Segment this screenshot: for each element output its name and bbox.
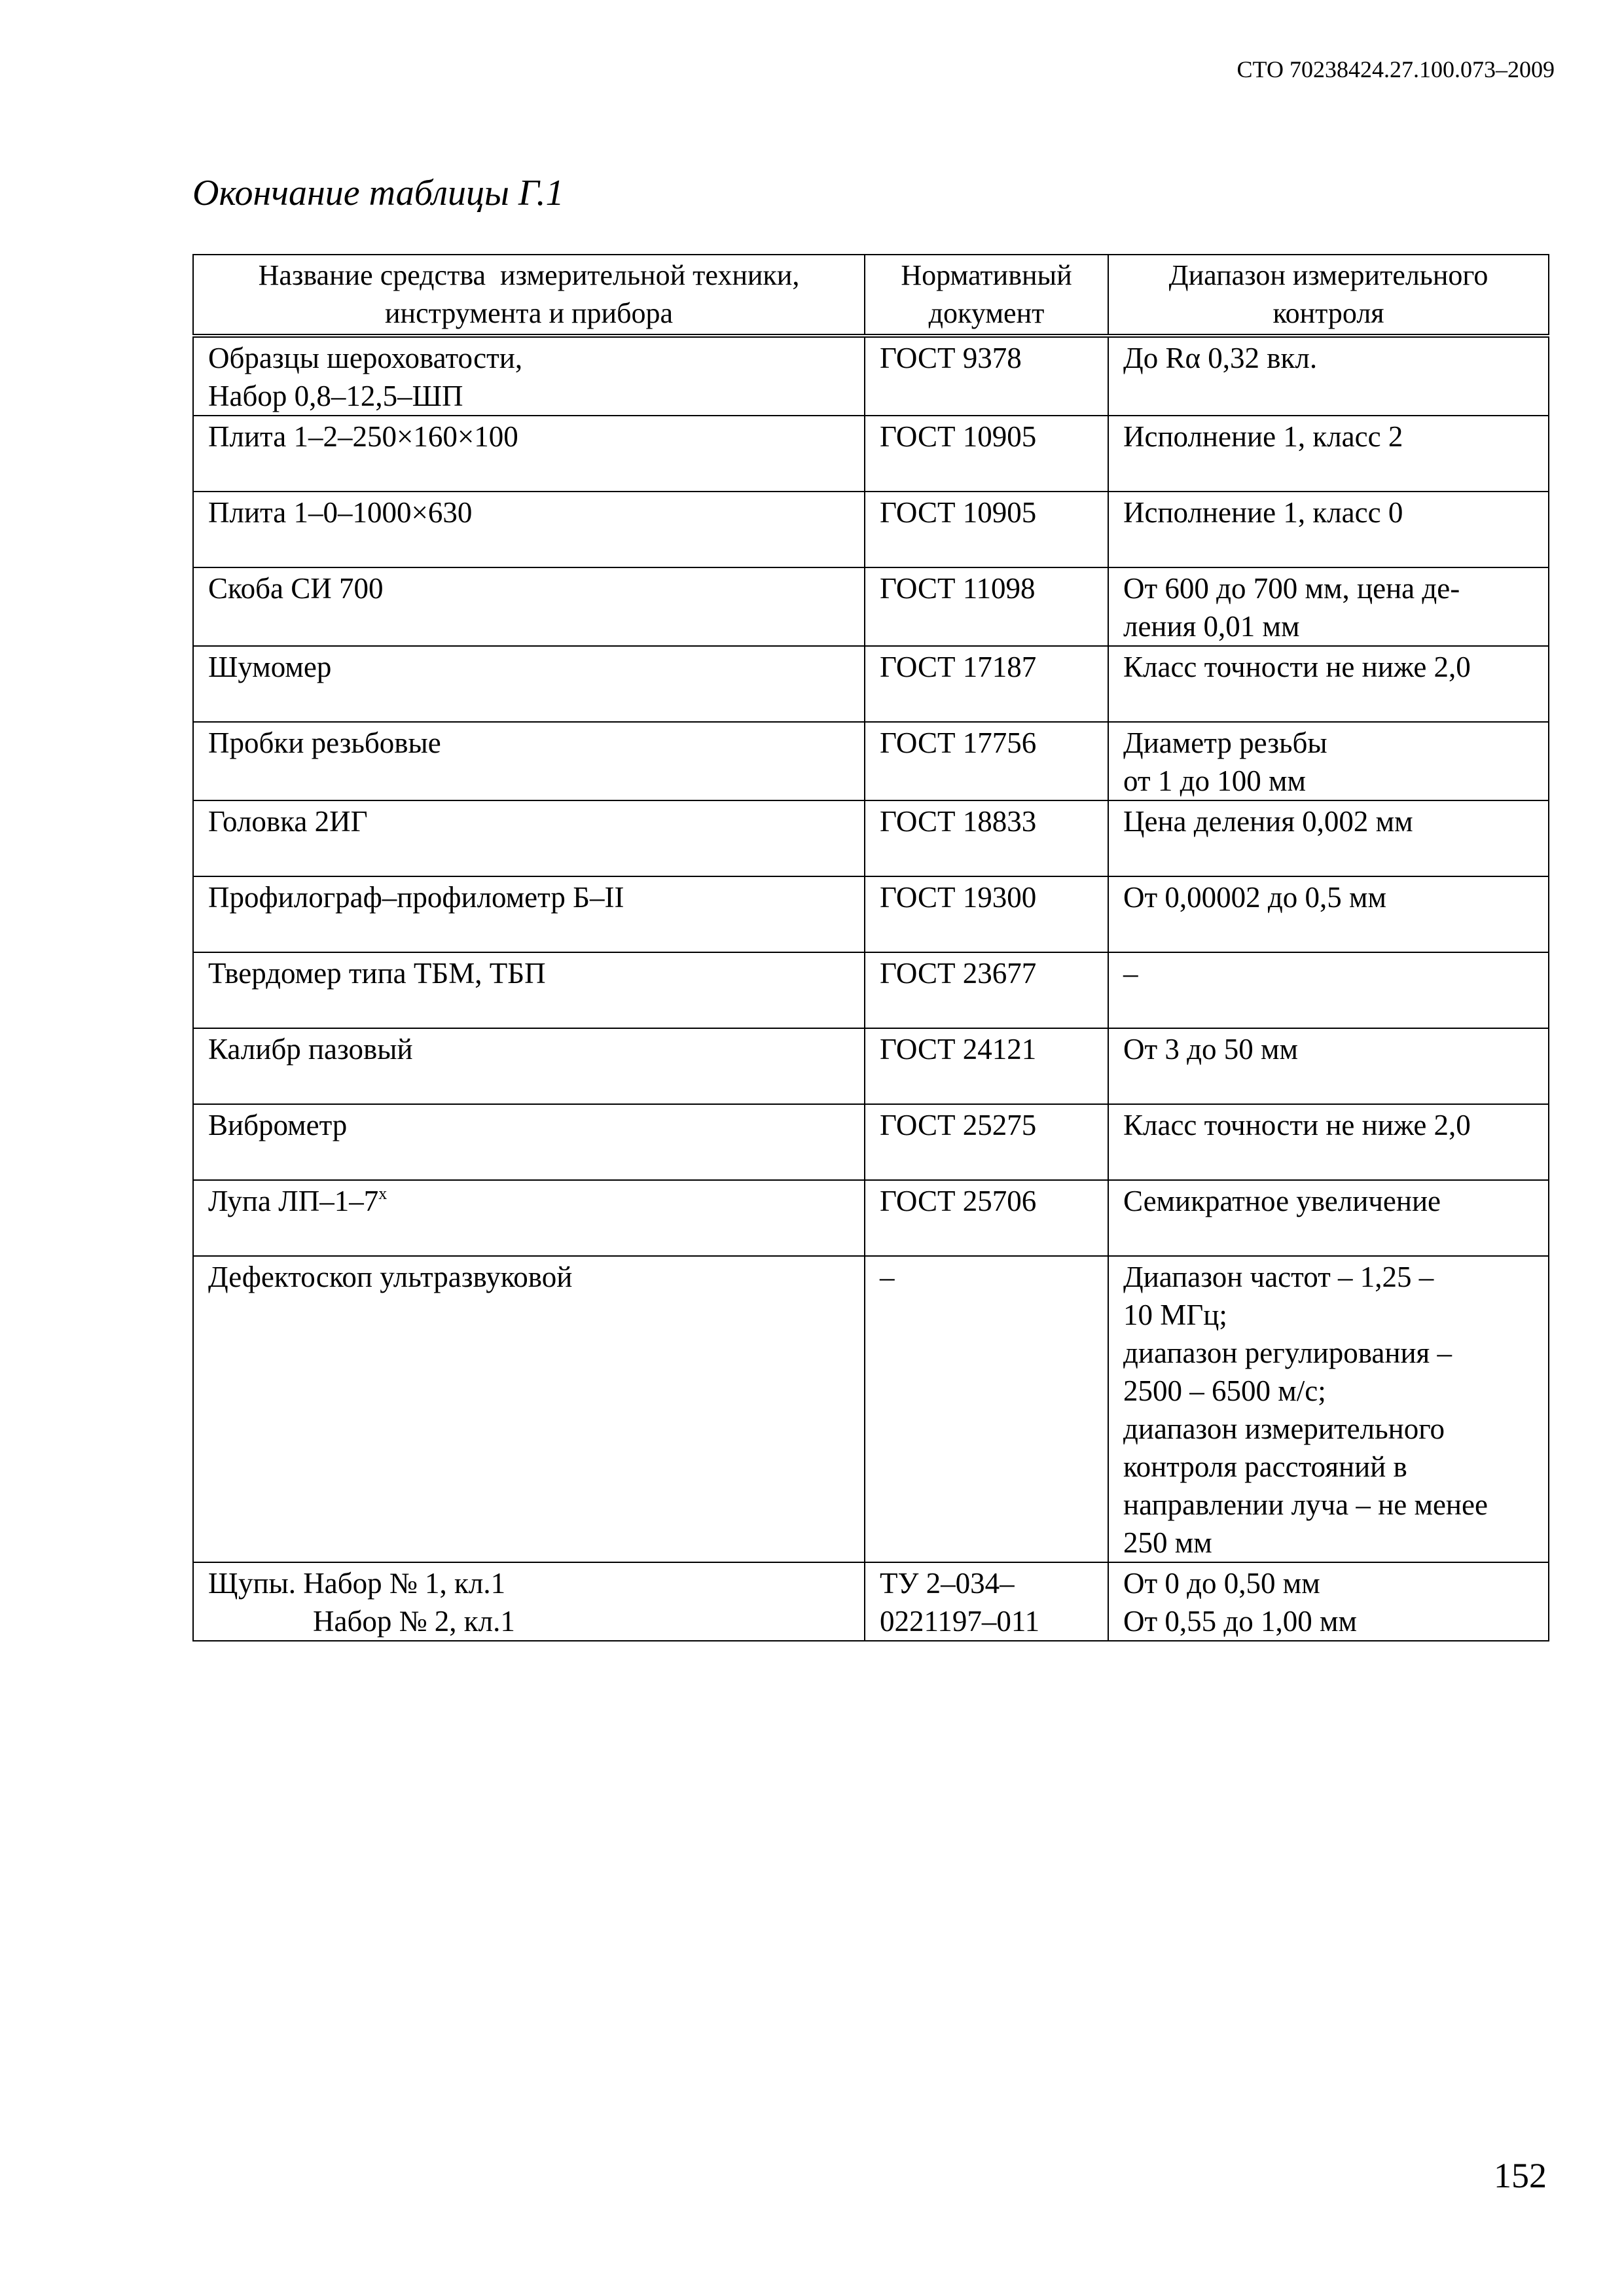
instrument-name-cell — [193, 722, 865, 800]
table-row — [193, 1562, 1549, 1641]
cell-line: Набор № 2, кл.1 — [313, 1605, 515, 1638]
cell-line: Лупа ЛП–1–7 — [208, 1185, 379, 1217]
header-line: контроля — [1272, 297, 1384, 329]
cell-line: 250 мм — [1123, 1526, 1212, 1559]
cell-line: направлении луча – не менее — [1123, 1488, 1488, 1521]
table-row — [193, 1256, 1549, 1562]
column-header-normative-document — [865, 255, 1108, 336]
header-line: документ — [928, 297, 1045, 329]
cell-line: ГОСТ 9378 — [880, 342, 1022, 374]
cell-line: Диаметр резьбы — [1123, 726, 1327, 759]
normative-document-cell — [865, 567, 1108, 646]
cell-line: ГОСТ 18833 — [880, 805, 1037, 838]
cell-line: Профилограф–профилометр Б–II — [208, 881, 624, 914]
table-row — [193, 646, 1549, 722]
measurement-range-cell — [1108, 416, 1549, 492]
cell-line: Головка 2ИГ — [208, 805, 368, 838]
measurement-range-cell — [1108, 952, 1549, 1028]
normative-document-cell — [865, 492, 1108, 567]
measurement-range-cell — [1108, 1180, 1549, 1256]
cell-line: Исполнение 1, класс 2 — [1123, 420, 1403, 453]
table-body — [193, 336, 1549, 1641]
cell-line: ГОСТ 24121 — [880, 1033, 1037, 1066]
cell-line: ГОСТ 10905 — [880, 496, 1037, 529]
cell-line: ления 0,01 мм — [1123, 610, 1300, 643]
table-row — [193, 1104, 1549, 1180]
table-row — [193, 952, 1549, 1028]
cell-line: ГОСТ 17187 — [880, 651, 1037, 683]
instrument-name-cell — [193, 876, 865, 952]
table-caption: Окончание таблицы Г.1 — [192, 173, 564, 213]
instrument-name-cell — [193, 336, 865, 416]
normative-document-cell — [865, 876, 1108, 952]
column-header-instrument — [193, 255, 865, 336]
cell-line: Плита 1–2–250×160×100 — [208, 420, 518, 453]
normative-document-cell — [865, 1562, 1108, 1641]
cell-line: – — [1123, 957, 1138, 990]
cell-line: От 0,00002 до 0,5 мм — [1123, 881, 1387, 914]
cell-line: От 0 до 0,50 мм — [1123, 1567, 1320, 1600]
cell-line: Образцы шероховатости, — [208, 342, 523, 374]
normative-document-cell — [865, 1104, 1108, 1180]
cell-line: От 600 до 700 мм, цена де- — [1123, 572, 1460, 605]
cell-line: контроля расстояний в — [1123, 1450, 1407, 1483]
instruments-table — [192, 254, 1549, 1641]
table-row — [193, 567, 1549, 646]
instrument-name-cell — [193, 952, 865, 1028]
cell-line: Шумомер — [208, 651, 332, 683]
instrument-name-cell — [193, 800, 865, 876]
cell-line: ГОСТ 11098 — [880, 572, 1036, 605]
normative-document-cell — [865, 800, 1108, 876]
cell-line: Исполнение 1, класс 0 — [1123, 496, 1403, 529]
measurement-range-cell — [1108, 567, 1549, 646]
header-line: Нормативный — [901, 259, 1072, 291]
header-line: Диапазон измерительного — [1168, 259, 1489, 291]
measurement-range-cell — [1108, 492, 1549, 567]
instrument-name-cell — [193, 416, 865, 492]
normative-document-cell — [865, 416, 1108, 492]
cell-line: Дефектоскоп ультразвуковой — [208, 1261, 573, 1293]
normative-document-cell — [865, 1180, 1108, 1256]
measurement-range-cell — [1108, 1562, 1549, 1641]
cell-line: До Rα 0,32 вкл. — [1123, 342, 1318, 374]
instrument-name-cell — [193, 1180, 865, 1256]
cell-line: Калибр пазовый — [208, 1033, 413, 1066]
normative-document-cell — [865, 952, 1108, 1028]
cell-line: от 1 до 100 мм — [1123, 764, 1306, 797]
header-line: Название средства измерительной техники, — [258, 259, 800, 291]
table-row — [193, 1028, 1549, 1104]
cell-line: Набор 0,8–12,5–ШП — [208, 380, 463, 412]
document-code: СТО 70238424.27.100.073–2009 — [1236, 56, 1555, 82]
cell-line: Диапазон частот – 1,25 – — [1123, 1261, 1434, 1293]
measurement-range-cell — [1108, 800, 1549, 876]
cell-line: ГОСТ 19300 — [880, 881, 1037, 914]
table-header — [193, 255, 1549, 336]
cell-line: Твердомер типа ТБМ, ТБП — [208, 957, 546, 990]
normative-document-cell — [865, 1256, 1108, 1562]
normative-document-cell — [865, 336, 1108, 416]
measurement-range-cell — [1108, 1104, 1549, 1180]
table-row — [193, 492, 1549, 567]
table-row — [193, 876, 1549, 952]
table-row — [193, 416, 1549, 492]
instrument-name-cell — [193, 567, 865, 646]
table-row — [193, 800, 1549, 876]
measurement-range-cell — [1108, 646, 1549, 722]
instrument-name-cell — [193, 1256, 865, 1562]
page-number: 152 — [1494, 2156, 1547, 2195]
cell-line: ГОСТ 23677 — [880, 957, 1037, 990]
cell-line: Виброметр — [208, 1109, 348, 1141]
cell-line: Щупы. Набор № 1, кл.1 — [208, 1567, 506, 1600]
cell-line: ГОСТ 17756 — [880, 726, 1037, 759]
cell-line: Плита 1–0–1000×630 — [208, 496, 473, 529]
cell-line: диапазон регулирования – — [1123, 1336, 1452, 1369]
table-row — [193, 1180, 1549, 1256]
header-row — [193, 255, 1549, 336]
measurement-range-cell — [1108, 722, 1549, 800]
cell-line: 10 МГц; — [1123, 1299, 1227, 1331]
instrument-name-cell — [193, 646, 865, 722]
table-row — [193, 722, 1549, 800]
header-line: инструмента и прибора — [385, 297, 673, 329]
cell-line: ГОСТ 10905 — [880, 420, 1037, 453]
table-row — [193, 336, 1549, 416]
normative-document-cell — [865, 1028, 1108, 1104]
cell-line: ГОСТ 25706 — [880, 1185, 1037, 1217]
normative-document-cell — [865, 646, 1108, 722]
measurement-range-cell — [1108, 336, 1549, 416]
cell-line: Цена деления 0,002 мм — [1123, 805, 1413, 838]
superscript-mark: x — [378, 1184, 388, 1203]
column-header-range — [1108, 255, 1549, 336]
instrument-name-cell — [193, 1028, 865, 1104]
cell-line: диапазон измерительного — [1123, 1412, 1445, 1445]
cell-line: От 3 до 50 мм — [1123, 1033, 1299, 1066]
cell-line: Пробки резьбовые — [208, 726, 441, 759]
cell-line: ГОСТ 25275 — [880, 1109, 1037, 1141]
cell-line: Класс точности не ниже 2,0 — [1123, 1109, 1471, 1141]
cell-line: Класс точности не ниже 2,0 — [1123, 651, 1471, 683]
cell-line: 0221197–011 — [880, 1605, 1040, 1638]
cell-line: 2500 – 6500 м/с; — [1123, 1374, 1326, 1407]
measurement-range-cell — [1108, 1256, 1549, 1562]
measurement-range-cell — [1108, 1028, 1549, 1104]
instrument-name-cell — [193, 1104, 865, 1180]
cell-line: Семикратное увеличение — [1123, 1185, 1441, 1217]
cell-line: Скоба СИ 700 — [208, 572, 384, 605]
instrument-name-cell — [193, 492, 865, 567]
normative-document-cell — [865, 722, 1108, 800]
instrument-name-cell — [193, 1562, 865, 1641]
cell-line: – — [880, 1261, 895, 1293]
cell-line: ТУ 2–034– — [880, 1567, 1015, 1600]
measurement-range-cell — [1108, 876, 1549, 952]
cell-line: От 0,55 до 1,00 мм — [1123, 1605, 1358, 1638]
